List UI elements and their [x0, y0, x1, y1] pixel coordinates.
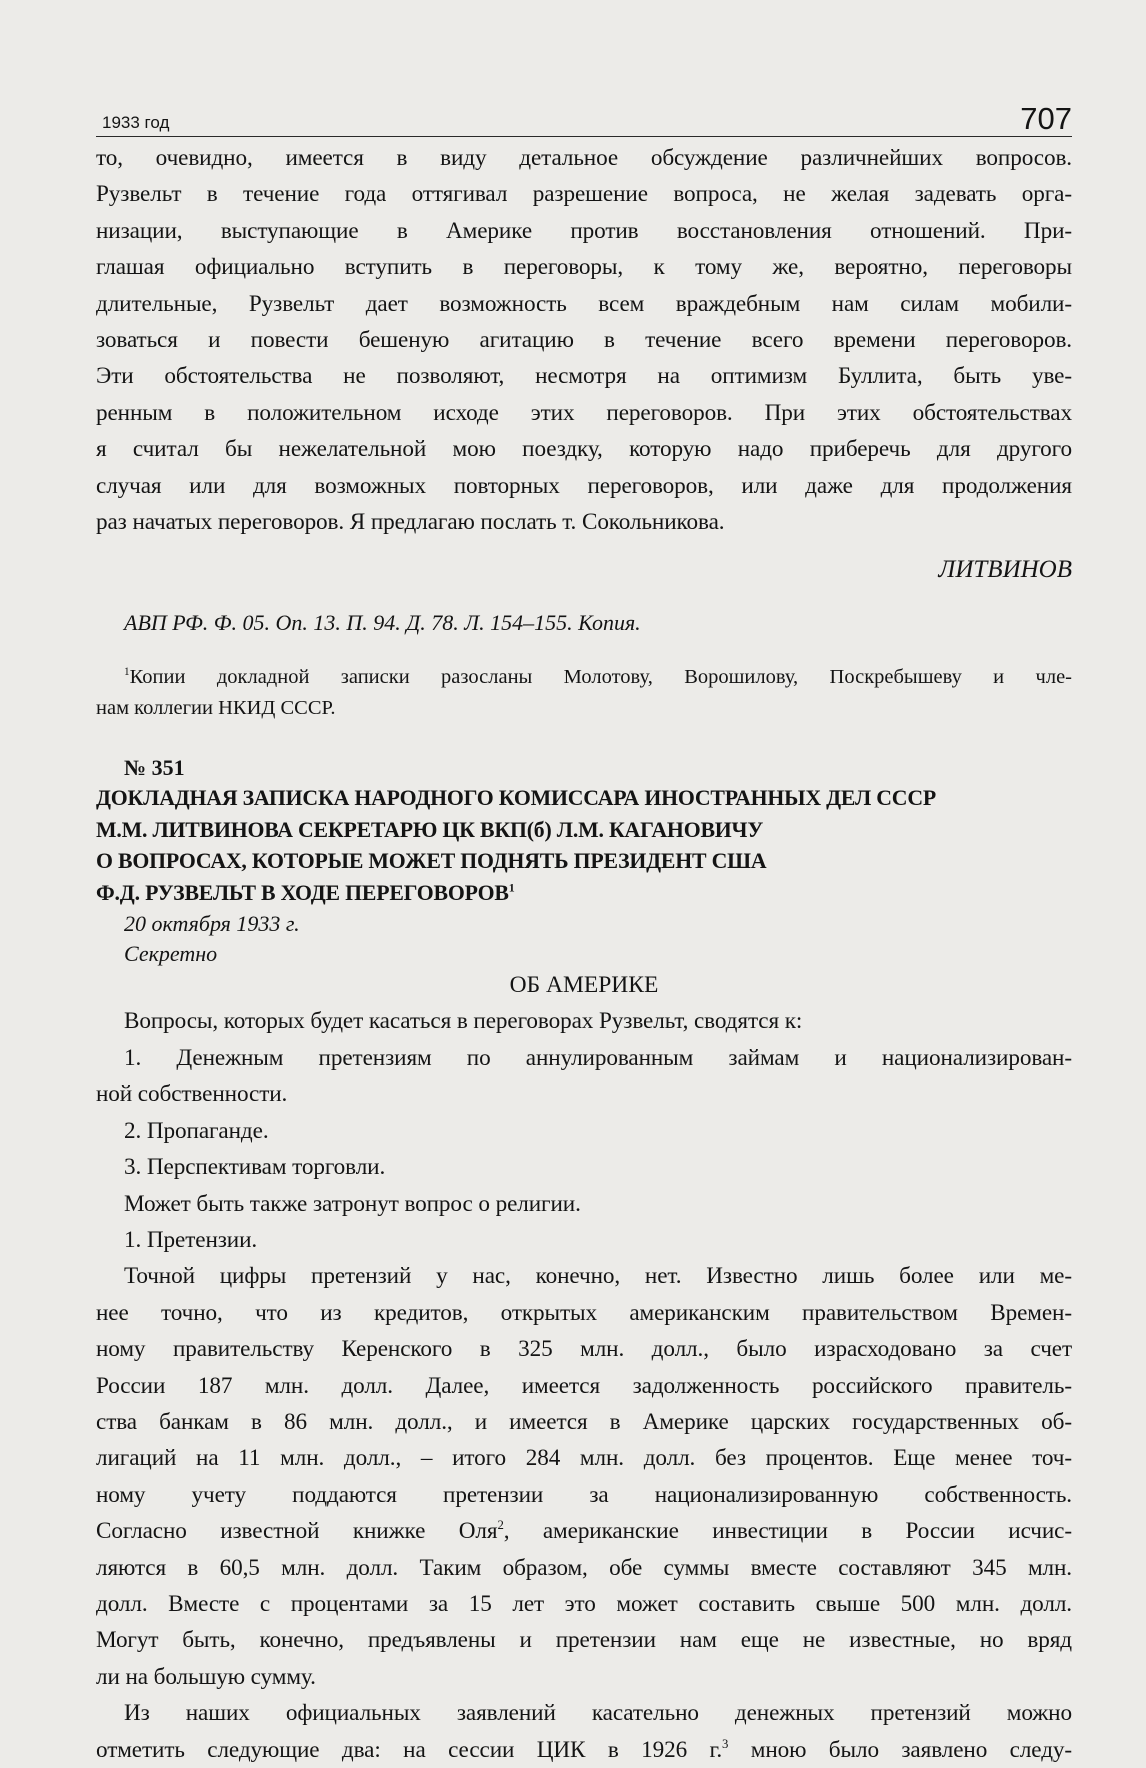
list-item: 1. Денежным претензиям по аннулированным займам и национализирован-: [124, 1044, 1072, 1071]
document-title-line: О ВОПРОСАХ, КОТОРЫЕ МОЖЕТ ПОДНЯТЬ ПРЕЗИДЕНТ США: [96, 849, 767, 874]
document-number: № 351: [124, 755, 185, 781]
document-title-line: ДОКЛАДНАЯ ЗАПИСКА НАРОДНОГО КОМИССАРА ИНОСТРАННЫХ ДЕЛ СССР: [96, 786, 936, 811]
text-line: то, очевидно, имеется в виду детальное обсуждение различнейших вопросов.: [96, 145, 1072, 171]
text-fragment: отметить следующие два: на сессии ЦИК в 1926 г.: [96, 1736, 723, 1763]
text-line: ному учету поддаются претензии за национализированную собственность.: [96, 1481, 1072, 1508]
text-line: Из наших официальных заявлений касательно денежных претензий можно: [124, 1700, 1072, 1727]
text-fragment: , американские инвестиции в России исчис-: [503, 1518, 1072, 1545]
text-line: Рузвельт в течение года оттягивал разрешение вопроса, не желая задевать орга-: [96, 181, 1072, 208]
list-item: 2. Пропаганде.: [124, 1117, 269, 1144]
text-line: нее точно, что из кредитов, открытых американским правительством Времен-: [96, 1299, 1072, 1326]
section-heading: ОБ АМЕРИКЕ: [509, 972, 659, 999]
text-line: я считал бы нежелательной мою поездку, которую надо приберечь для другого: [96, 436, 1072, 463]
footnote-marker: 1: [124, 666, 130, 679]
footnote-marker: 2: [497, 1518, 504, 1533]
text-line: зоваться и повести бешеную агитацию в течение всего времени переговоров.: [96, 327, 1072, 354]
text-line: Может быть также затронут вопрос о религии.: [124, 1190, 581, 1217]
page-number: 707: [1020, 101, 1072, 136]
signature: ЛИТВИНОВ: [938, 556, 1072, 584]
text-line: ренным в положительном исходе этих переговоров. При этих обстоятельствах: [96, 399, 1072, 426]
text-line: раз начатых переговоров. Я предлагаю послать т. Сокольникова.: [96, 509, 725, 536]
text-fragment: Согласно известной книжке Оля: [96, 1518, 498, 1545]
document-title-line: М.М. ЛИТВИНОВА СЕКРЕТАРЮ ЦК ВКП(б) Л.М. КАГАНОВИЧУ: [96, 817, 764, 842]
text-line: [96, 1732, 1072, 1768]
text-line: долл. Вместе с процентами за 15 лет это может составить свыше 500 млн. долл.: [96, 1590, 1072, 1617]
subsection-heading: 1. Претензии.: [124, 1226, 258, 1253]
text-line: длительные, Рузвельт дает возможность всем враждебным нам силам мобили-: [96, 290, 1072, 317]
text-line: ства банкам в 86 млн. долл., и имеется в Америке царских государственных об-: [96, 1408, 1072, 1435]
text-line: Эти обстоятельства не позволяют, несмотря на оптимизм Буллита, быть уве-: [96, 363, 1072, 390]
document-title-text: Ф.Д. РУЗВЕЛЬТ В ХОДЕ ПЕРЕГОВОРОВ: [96, 880, 509, 905]
archive-reference: АВП РФ. Ф. 05. Оп. 13. П. 94. Д. 78. Л. 154–155. Копия.: [124, 610, 641, 636]
text-line: Вопросы, которых будет касаться в переговорах Рузвельт, сводятся к:: [124, 1008, 803, 1035]
classification: Секретно: [124, 941, 218, 967]
footnote-marker: 3: [722, 1736, 729, 1751]
text-line: ли на большую сумму.: [96, 1663, 316, 1690]
text-line: случая или для возможных повторных переговоров, или даже для продолжения: [96, 472, 1072, 499]
footnote-line: Копии докладной записки разосланы Молотову, Ворошилову, Поскребышеву и чле-: [129, 666, 1072, 689]
text-line: России 187 млн. долл. Далее, имеется задолженность российского правитель-: [96, 1372, 1072, 1399]
text-line: Могут быть, конечно, предъявлены и претензии нам еще не известные, но вряд: [96, 1627, 1072, 1654]
footnote-marker: 1: [508, 880, 515, 895]
text-line: глашая официально вступить в переговоры, к тому же, вероятно, переговоры: [96, 254, 1072, 281]
page-content: [96, 140, 1072, 1768]
document-date: 20 октября 1933 г.: [124, 911, 300, 937]
running-head-year: 1933 год: [102, 113, 170, 132]
text-line: лигаций на 11 млн. долл., – итого 284 млн. долл. без процентов. Еще менее точ-: [96, 1445, 1072, 1472]
text-line: [96, 1513, 1072, 1549]
list-item-continuation: ной собственности.: [96, 1081, 288, 1108]
footnote: [96, 662, 1072, 693]
text-fragment: мною было заявлено следу-: [728, 1736, 1073, 1763]
text-line: ному правительству Керенского в 325 млн. долл., было израсходовано за счет: [96, 1336, 1072, 1363]
list-item: 3. Перспективам торговли.: [124, 1154, 386, 1181]
running-header: [96, 96, 1072, 137]
document-title-line: [96, 878, 1072, 910]
footnote-line: нам коллегии НКИД СССР.: [96, 697, 336, 720]
text-line: ляются в 60,5 млн. долл. Таким образом, обе суммы вместе составляют 345 млн.: [96, 1554, 1072, 1581]
text-line: Точной цифры претензий у нас, конечно, нет. Известно лишь более или ме-: [124, 1263, 1072, 1290]
text-line: низации, выступающие в Америке против восстановления отношений. При-: [96, 217, 1072, 244]
